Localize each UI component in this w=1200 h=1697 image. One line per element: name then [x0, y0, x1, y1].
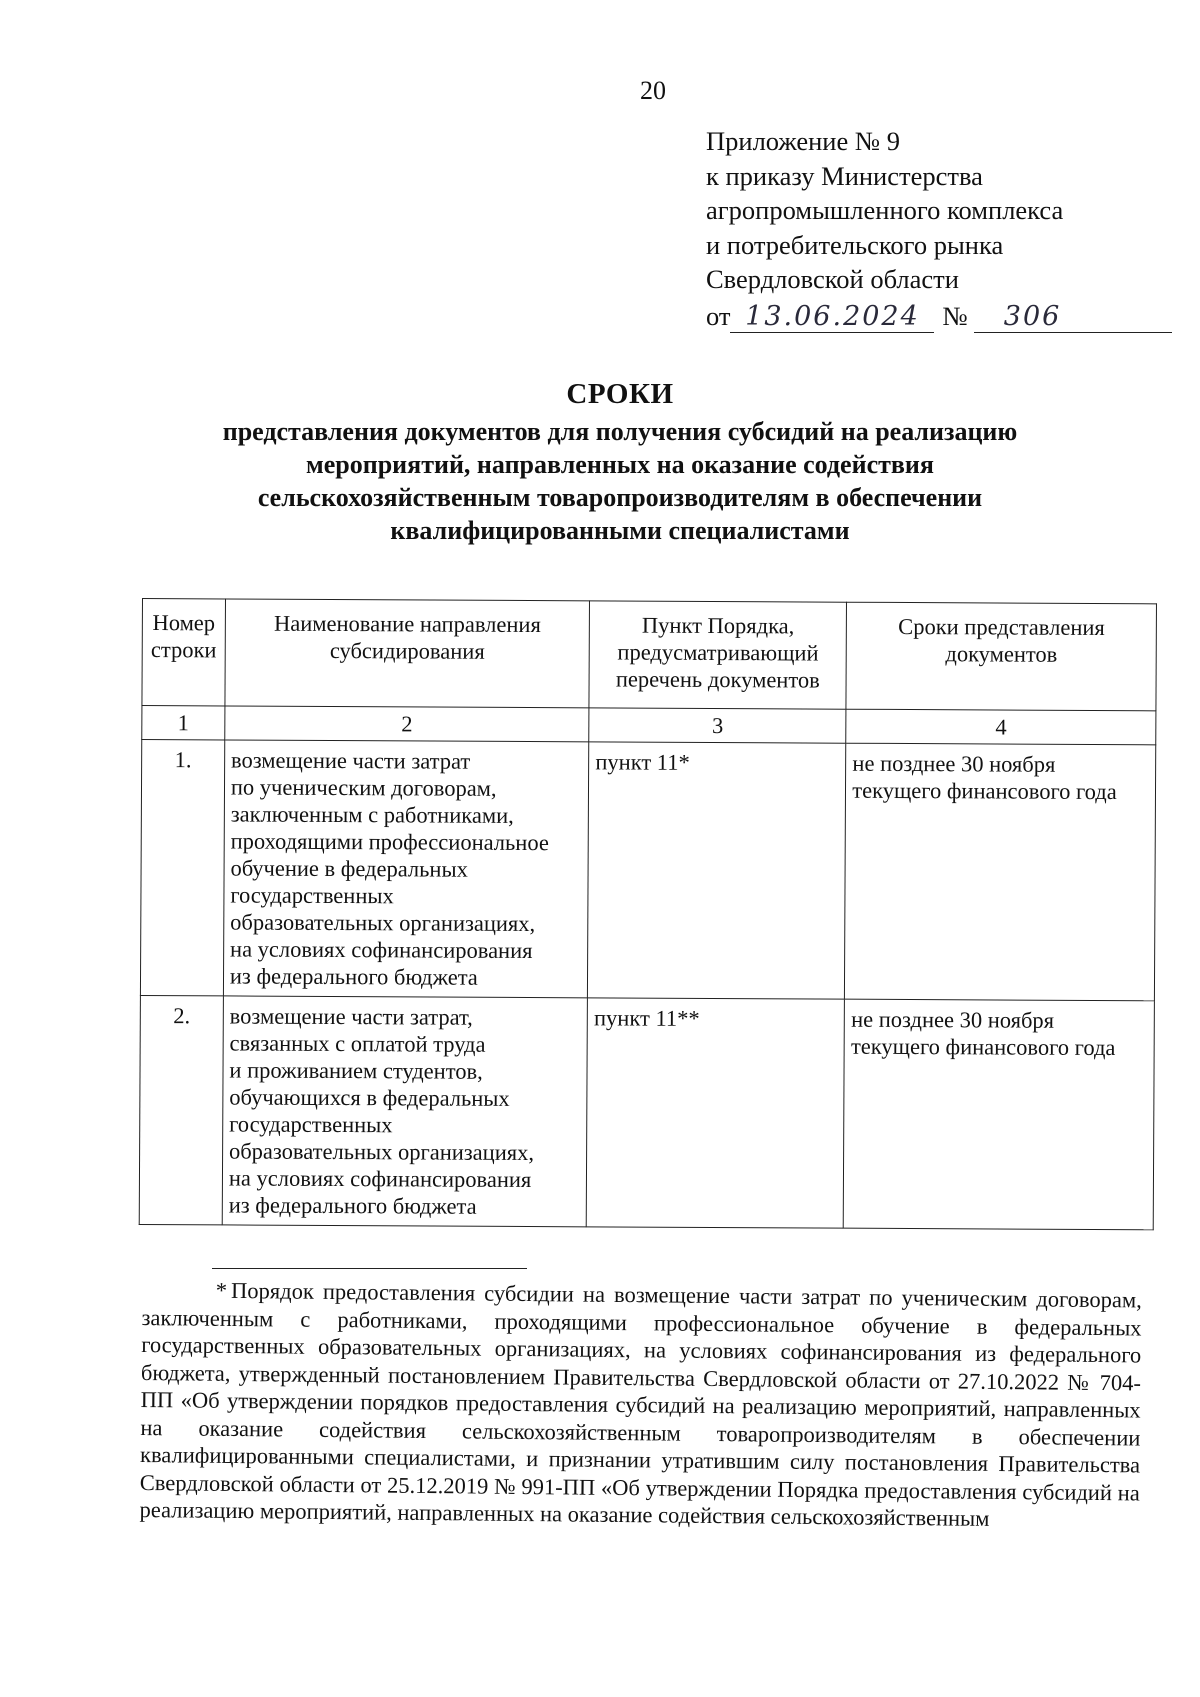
column-number: 2	[225, 706, 590, 742]
handwritten-number: 306	[974, 302, 1172, 333]
footnote-text: Порядок предоставления субсидии на возмещение части затрат по ученическим договорам, заключенным с работниками, проходящими профессиональное обучение в федеральных государственных образовательных организациях, на условиях софинансирования из федерального бюджета, утвержденный постановлением Правительства Свердловской области от 27.10.2022 № 704-ПП «Об утверждении порядков предоставления субсидий на реализацию мероприятий, направленных на оказание содействия сельскохозяйственным товаропроизводителям в обеспечении квалифицированными специалистами, и признании утратившим силу постановления Правительства Свердловской области от 25.12.2019 № 991-ПП «Об утверждении Порядка предоставления субсидий на реализацию мероприятий, направленных на оказание содействия сельскохозяйственным	[139, 1277, 1142, 1531]
clause-cell	[586, 998, 844, 1228]
table-header-row	[142, 599, 1157, 711]
appendix-header	[706, 124, 1172, 333]
submission-deadline: не позднее 30 ноября текущего финансового года	[845, 743, 1156, 1001]
column-number: 4	[846, 709, 1156, 745]
table-row	[140, 740, 1155, 1001]
subtitle-line: мероприятий, направленных на оказание содействия	[306, 450, 934, 479]
document-title	[150, 378, 1090, 547]
appendix-line: к приказу Министерства	[706, 160, 983, 191]
subtitle-line: квалифицированными специалистами	[390, 516, 850, 545]
appendix-line: Приложение № 9	[706, 126, 901, 156]
subsidy-direction: возмещение части затрат, связанных с оплатой труда и проживанием студентов, обучающихся в федеральных государственных образовательных организациях, на условиях софинансирования из федерального бюджета	[222, 996, 588, 1227]
appendix-line: и потребительского рынка	[706, 229, 1004, 260]
footnote-marker: *	[215, 1277, 228, 1303]
column-number: 3	[589, 708, 846, 743]
title-subtitle	[150, 415, 1090, 547]
column-number: 1	[142, 706, 225, 740]
subsidy-direction: возмещение части затрат по ученическим договорам, заключенным с работниками, проходящими профессиональное обучение в федеральных государственных образовательных организациях, на условиях софинансирования из федерального бюджета	[223, 740, 589, 998]
row-number: 2.	[139, 995, 223, 1224]
page-number: 20	[640, 76, 666, 105]
table-row	[139, 995, 1154, 1229]
subtitle-line: представления документов для получения субсидий на реализацию	[222, 417, 1018, 446]
header-cell-deadline: Сроки представления документов	[846, 602, 1156, 711]
appendix-line: Свердловской области	[706, 264, 959, 294]
order-reference	[706, 299, 1172, 334]
clause-reference: пункт 11**	[593, 1005, 700, 1031]
title-main: СРОКИ	[566, 378, 674, 410]
footnote-separator	[212, 1268, 527, 1269]
number-sign: №	[942, 300, 968, 331]
submission-deadline: не позднее 30 ноября текущего финансового года	[844, 999, 1155, 1230]
subtitle-line: сельскохозяйственным товаропроизводителям в обеспечении	[257, 483, 983, 512]
column-numbering-row	[142, 706, 1156, 745]
row-number: 1.	[140, 740, 224, 996]
header-cell-row-number: Номер строки	[142, 599, 225, 706]
date-prefix: от	[706, 300, 731, 331]
header-cell-clause: Пункт Порядка, предусматривающий перечень документов	[589, 601, 847, 709]
clause-reference: пункт 11*	[595, 749, 690, 775]
header-cell-direction: Наименование направления субсидирования	[225, 599, 590, 708]
handwritten-date: 13.06.2024	[730, 302, 934, 333]
clause-cell	[588, 742, 846, 999]
appendix-line: агропромышленного комплекса	[706, 195, 1064, 225]
footnote	[139, 1276, 1142, 1534]
deadlines-table	[139, 598, 1157, 1230]
